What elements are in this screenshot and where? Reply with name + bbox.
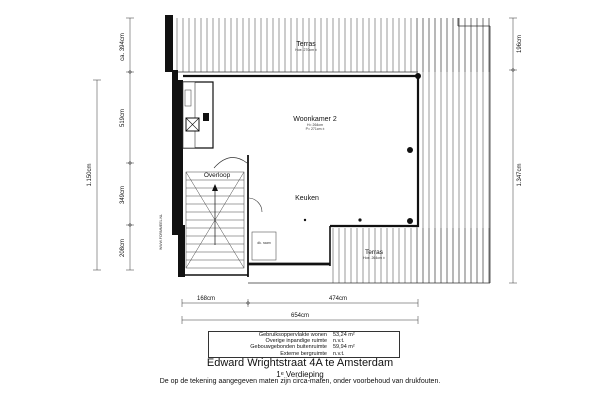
terras-bottom-sub: Hoe. 264cm ± [363, 256, 385, 260]
area-table [208, 331, 400, 358]
keuken-label: Keuken [295, 195, 319, 202]
dim-left-lower: 349cm [120, 185, 126, 205]
terras-top-label: Terras [296, 41, 316, 48]
woonkamer-sub1: H= 264cm [306, 123, 324, 127]
plan-disclaimer: De op de tekening aangegeven maten zijn circa-maten, onder voorbehoud van drukfouten. [159, 378, 441, 385]
watermark: WWW.FORMMEEL.NL [159, 214, 163, 250]
overloop-label: Overloop [203, 172, 231, 179]
terras-top-sub: Hoe. 270cm ± [295, 48, 317, 52]
woonkamer-sub2: P= 271cm ± [305, 127, 325, 131]
plan-subtitle: 1ᵉ Verdieping [276, 370, 324, 379]
dimension-left [93, 18, 134, 270]
dim-bottom-right: 474cm [328, 296, 348, 302]
woonkamer-area [250, 77, 418, 227]
dim-left-overall: 1.150cm [87, 163, 93, 187]
dim-right-top: 196cm [517, 34, 523, 54]
dakraam-label: dk. raam [257, 241, 271, 245]
table-row: Externe bergruimte n.v.t. [280, 350, 345, 357]
plan-title: Edward Wrightstraat 4A te Amsterdam [206, 357, 394, 369]
woonkamer-label: Woonkamer 2 [293, 116, 337, 123]
table-row: Gebouwgebonden buitenruimte 59,94 m² [250, 344, 355, 351]
dimension-right [509, 18, 517, 283]
kitchen-unit [183, 82, 209, 148]
terras-bottom-label: Terras [364, 249, 384, 256]
dim-bottom-total: 654cm [290, 313, 310, 319]
dim-left-top: ca. 394cm [120, 33, 126, 61]
dim-right-overall: 1.347cm [517, 163, 523, 187]
dim-left-mid: 519cm [120, 108, 126, 128]
table-row: Gebruiksoppervlakte wonen 53,24 m² [258, 332, 355, 338]
dim-bottom-left: 168cm [196, 296, 216, 302]
dim-left-bottom: 208cm [120, 238, 126, 258]
dimension-bottom [182, 299, 418, 324]
table-row: Overige inpandige ruimte n.v.t. [265, 338, 345, 345]
